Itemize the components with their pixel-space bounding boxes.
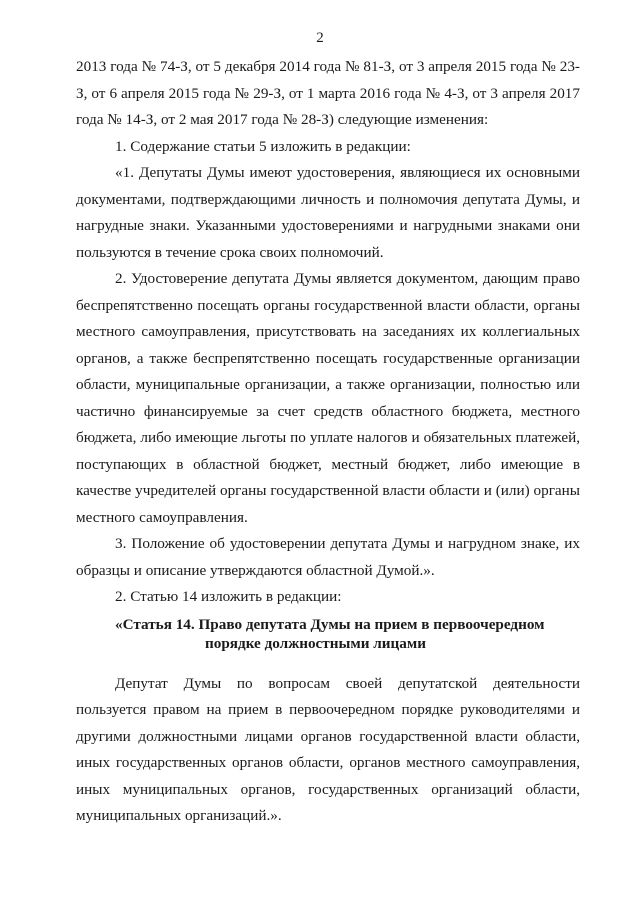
intro-paragraph: 2013 года № 74-З, от 5 декабря 2014 года № 81-З, от 3 апреля 2015 года № 23-З, от 6 апреля 2015 года № 29-З, от 1 марта 2016 года № 4-З, от 3 апреля 2017 года № 14-З, от 2 мая 2017 года № 28-З) следующие изменения: xyxy=(76,58,580,128)
page-number: 2 xyxy=(316,30,324,46)
quote-paragraph-3: 3. Положение об удостоверении депутата Думы и нагрудном знаке, их образцы и описание утверждаются областной Думой.». xyxy=(76,535,580,579)
article-heading-line-2: порядке должностными лицами xyxy=(205,634,426,652)
quote-paragraph-2: 2. Удостоверение депутата Думы является документом, дающим право беспрепятственно посещать органы государственной власти области, органы местного самоуправления, присутствовать на заседаниях их коллегиальных органов, а также беспрепятственно посещать государственные организации области, муниципальные организации, а также организации, полностью или частично финансируемые за счет средств областного бюджета, местного бюджета, либо имеющие льготы по уплате налогов и обязательных платежей, поступающих в областной бюджет, местный бюджет, либо имеющие в качестве учредителей органы государственной власти области и (или) органы местного самоуправления. xyxy=(76,270,580,526)
quote-paragraph-1: «1. Депутаты Думы имеют удостоверения, являющиеся их основными документами, подтверждающими личность и полномочия депутата Думы, и нагрудные знаки. Указанными удостоверениями и нагрудными знаками они пользуются в течение срока своих полномочий. xyxy=(76,164,580,261)
amendment-item-2: 2. Статью 14 изложить в редакции: xyxy=(115,588,342,605)
article-heading xyxy=(76,615,580,653)
article-body: Депутат Думы по вопросам своей депутатской деятельности пользуется правом на прием в первоочередном порядке руководителями и другими должностными лицами органов государственной власти области, иных государственных органов области, органов местного самоуправления, иных муниципальных органов, государственных организаций области, муниципальных организаций.». xyxy=(76,674,580,824)
document-body xyxy=(76,54,580,830)
spacer xyxy=(76,653,580,671)
amendment-item-1: 1. Содержание статьи 5 изложить в редакции: xyxy=(115,137,411,155)
article-heading-line-1: «Статья 14. Право депутата Думы на прием в первоочередном xyxy=(115,615,545,633)
